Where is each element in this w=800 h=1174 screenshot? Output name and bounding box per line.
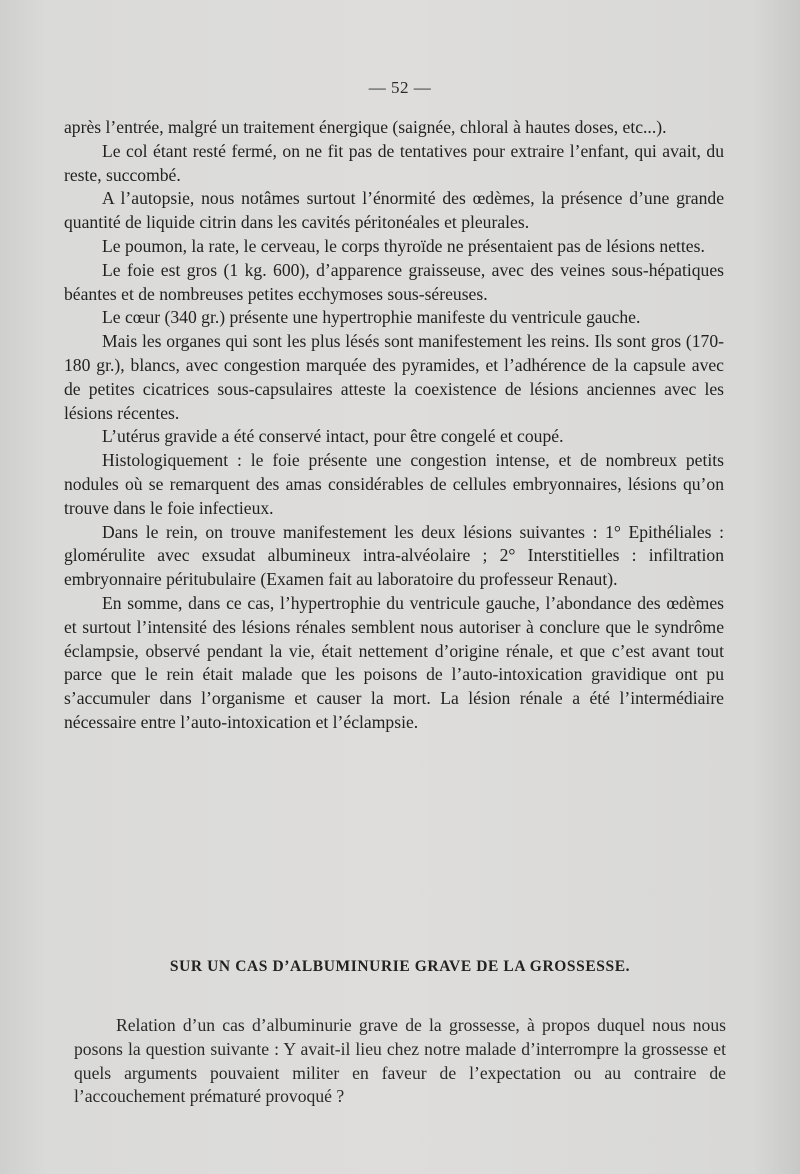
paragraph: En somme, dans ce cas, l’hypertrophie du ventricule gauche, l’abondance des œdèmes et surtout l’intensité des lésions rénales semblent nous autoriser à conclure que le syndrôme éclampsie, observé pendant la vie, était nettement d’origine rénale, et que c’est avant tout parce que le rein était malade que les poisons de l’auto-intoxication gravidique ont pu s’accumuler dans l’organisme et causer la mort. La lésion rénale a été l’intermédiaire nécessaire entre l’auto-intoxication et l’éclampsie. bbox=[64, 592, 724, 732]
paragraph: Le col étant resté fermé, on ne fit pas de tentatives pour extraire l’enfant, qui avait, du reste, succombé. bbox=[64, 140, 724, 185]
paragraph: L’utérus gravide a été conservé intact, pour être congelé et coupé. bbox=[102, 426, 564, 447]
paragraph: Dans le rein, on trouve manifestement les deux lésions suivantes : 1° Epithéliales : glomérulite avec exsudat albumineux intra-alvéolaire ; 2° Interstitielles : infiltration embryonnaire péritubulaire (Examen fait au laboratoire du professeur Renaut). bbox=[64, 521, 724, 590]
paragraph: Histologiquement : le foie présente une congestion intense, et de nombreux petits nodules où se remarquent des amas considérables de cellules embryonnaires, lésions qu’on trouve dans le foie infectieux. bbox=[64, 450, 724, 518]
abstract-paragraph: Relation d’un cas d’albuminurie grave de la grossesse, à propos duquel nous nous posons la question suivante : Y avait-il lieu chez notre malade d’interrompre la grossesse et quels arguments pouvaient militer en faveur de l’expectation ou au contraire de l’accouchement prématuré provoqué ? bbox=[74, 1015, 726, 1107]
body-text bbox=[64, 116, 724, 735]
page-number: — 52 — bbox=[368, 78, 432, 97]
abstract bbox=[74, 1014, 726, 1109]
paragraph: Le poumon, la rate, le cerveau, le corps thyroïde ne présentaient pas de lésions nettes. bbox=[102, 235, 705, 256]
section-title: SUR UN CAS D’ALBUMINURIE GRAVE DE LA GROSSESSE. bbox=[169, 958, 631, 975]
paragraph: Mais les organes qui sont les plus lésés sont manifestement les reins. Ils sont gros (170-180 gr.), blancs, avec congestion marquée des pyramides, et l’adhérence de la capsule avec de petites cicatrices sous-capsulaires atteste la coexistence de lésions anciennes avec les lésions récentes. bbox=[64, 331, 724, 423]
paragraph: A l’autopsie, nous notâmes surtout l’énormité des œdèmes, la présence d’une grande quantité de liquide citrin dans les cavités péritonéales et pleurales. bbox=[64, 188, 724, 233]
paragraph: après l’entrée, malgré un traitement énergique (saignée, chloral à hautes doses, etc...). bbox=[64, 117, 667, 137]
paragraph: Le cœur (340 gr.) présente une hypertrophie manifeste du ventricule gauche. bbox=[102, 307, 641, 328]
paragraph: Le foie est gros (1 kg. 600), d’apparence graisseuse, avec des veines sous-hépatiques béantes et de nombreuses petites ecchymoses sous-séreuses. bbox=[64, 259, 724, 304]
